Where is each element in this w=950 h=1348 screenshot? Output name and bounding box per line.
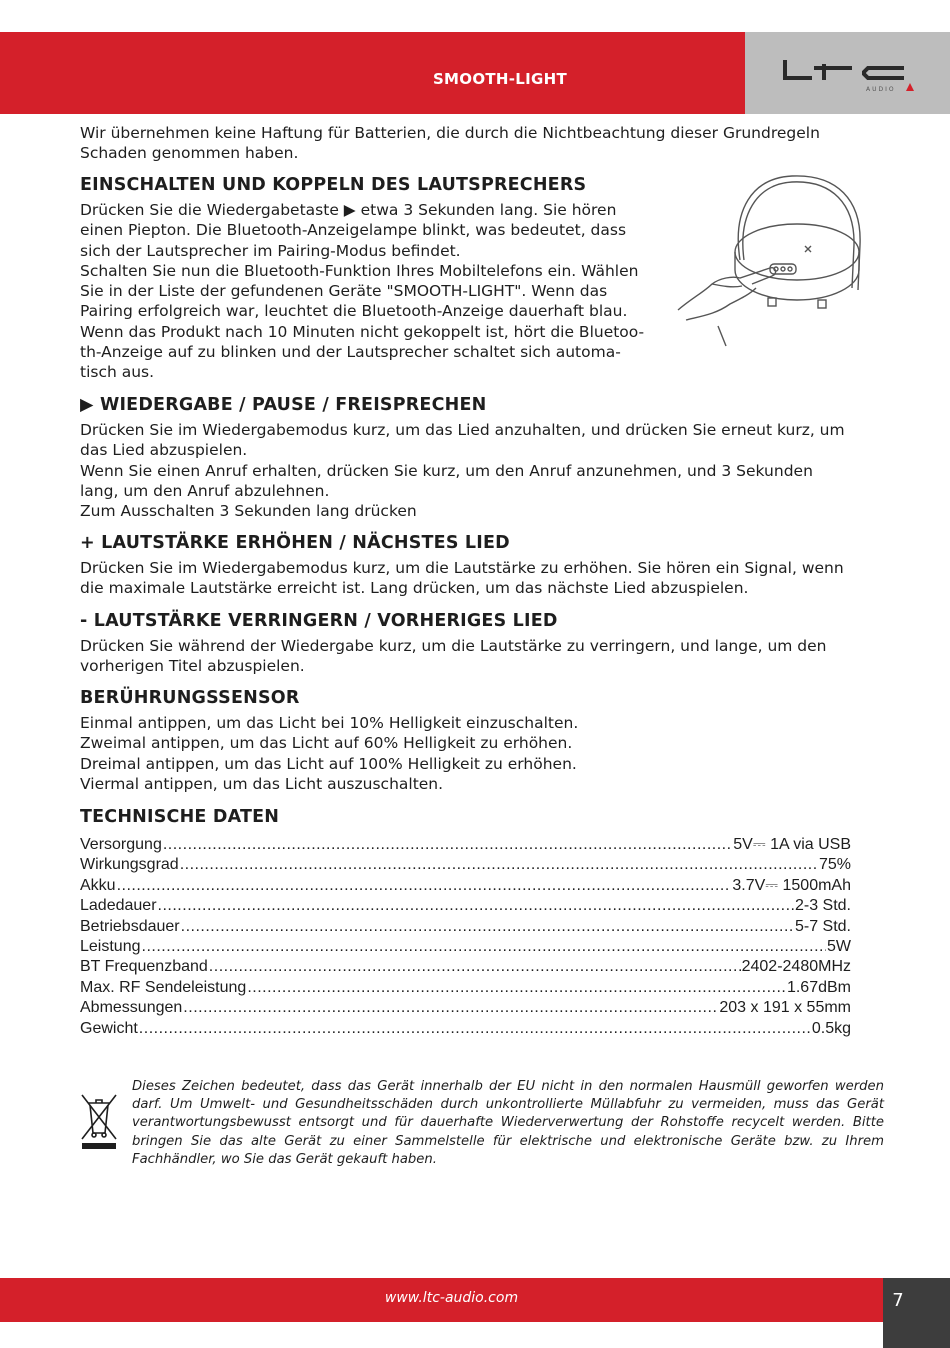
spec-value: 5V⎓ 1A via USB xyxy=(733,836,851,853)
text-line: vorherigen Titel abzuspielen. xyxy=(80,657,305,676)
spec-row xyxy=(80,1019,851,1039)
spec-value: 2-3 Std. xyxy=(794,897,851,915)
section-heading: - LAUTSTÄRKE VERRINGERN / VORHERIGES LIED xyxy=(80,611,558,631)
weee-notice: Dieses Zeichen bedeutet, dass das Gerät innerhalb der EU nicht in den normalen Hausmüll geworfen werden darf. Um Umwelt- und Gesundheitsschäden durch unkontrollierte Müllabfuhr zu vermeiden, muss das Gerät verantwortungsbewusst entsorgt und für dauerhafte Wiederverwertung der Rohstoffe recycelt werden. Bitte bringen Sie das alte Gerät zu einer Sammelstelle für elektrische und elektronische Geräte bzw. zu Ihrem Fachhändler, wo Sie das Gerät gekauft haben. xyxy=(132,1079,884,1167)
text-line: das Lied abzuspielen. xyxy=(80,441,248,460)
section-volume-up xyxy=(80,532,885,599)
text-line: tisch aus. xyxy=(80,363,155,382)
spec-row xyxy=(80,917,851,937)
text-line: Drücken Sie im Wiedergabemodus kurz, um die Lautstärke zu erhöhen. Sie hören ein Signal, wenn xyxy=(80,559,844,577)
spec-value: 2402-2480MHz xyxy=(741,958,851,976)
text-line: einen Piepton. Die Bluetooth-Anzeigelampe blinkt, was bedeutet, dass xyxy=(80,221,627,240)
spec-row xyxy=(80,876,851,896)
spec-value: 75% xyxy=(818,856,851,874)
spec-label: Wirkungsgrad xyxy=(80,856,179,874)
section-heading: ▶ WIEDERGABE / PAUSE / FREISPRECHEN xyxy=(80,395,487,415)
page-footer xyxy=(0,1278,950,1348)
intro-text: Wir übernehmen keine Haftung für Batterien, die durch die Nichtbeachtung dieser Grundregeln Schaden genommen haben. xyxy=(80,124,820,163)
text-line: Einmal antippen, um das Licht bei 10% Helligkeit einzuschalten. xyxy=(80,714,579,732)
section-heading: + LAUTSTÄRKE ERHÖHEN / NÄCHSTES LIED xyxy=(80,533,510,553)
text-line: sich der Lautsprecher im Pairing-Modus befindet. xyxy=(80,241,461,260)
text-line: Sie in der Liste der gefundenen Geräte "SMOOTH-LIGHT". Wenn das xyxy=(80,282,608,301)
spec-row xyxy=(80,855,851,875)
text-line: th-Anzeige auf zu blinken und der Lautsprecher schaltet sich automa- xyxy=(80,343,621,362)
spec-label: BT Frequenzband xyxy=(80,958,208,976)
spec-value: 203 x 191 x 55mm xyxy=(719,999,851,1017)
spec-label: Versorgung xyxy=(80,836,162,853)
logo-subtext: AUDIO xyxy=(866,86,896,93)
spec-row xyxy=(80,835,851,855)
spec-row xyxy=(80,998,851,1018)
spec-value: 5W xyxy=(827,937,851,955)
weee-bin-icon xyxy=(80,1093,118,1149)
page-number: 7 xyxy=(892,1290,904,1311)
spec-label: Abmessungen xyxy=(80,999,183,1017)
spec-label: Akku xyxy=(80,876,116,894)
ltc-logo-icon xyxy=(780,54,920,94)
spec-value: 1.67dBm xyxy=(786,978,851,996)
spec-row xyxy=(80,896,851,916)
spec-row xyxy=(80,978,851,998)
section-heading: TECHNISCHE DATEN xyxy=(80,807,280,827)
section-heading: EINSCHALTEN UND KOPPELN DES LAUTSPRECHERS xyxy=(80,175,587,195)
text-line: Wenn Sie einen Anruf erhalten, drücken Sie kurz, um den Anruf anzunehmen, und 3 Sekunden xyxy=(80,461,813,480)
text-line: Pairing erfolgreich war, leuchtet die Bluetooth-Anzeige dauerhaft blau. xyxy=(80,302,628,321)
section-heading: BERÜHRUNGSSENSOR xyxy=(80,688,300,708)
intro-paragraph xyxy=(80,123,885,164)
text-line: Wenn das Produkt nach 10 Minuten nicht gekoppelt ist, hört die Bluetoo- xyxy=(80,322,645,341)
spec-label: Max. RF Sendeleistung xyxy=(80,978,247,996)
text-line: Dreimal antippen, um das Licht auf 100% Helligkeit zu erhöhen. xyxy=(80,754,577,773)
text-line: Viermal antippen, um das Licht auszuschalten. xyxy=(80,774,444,793)
footer-dark-band xyxy=(883,1278,950,1348)
spec-label: Gewicht xyxy=(80,1019,138,1037)
spec-row xyxy=(80,957,851,977)
text-line: Drücken Sie während der Wiedergabe kurz, um die Lautstärke zu verringern, und lange, um den xyxy=(80,637,827,655)
spec-label: Leistung xyxy=(80,937,141,955)
speaker-illustration-icon xyxy=(672,170,872,350)
section-play-pause xyxy=(80,394,885,521)
text-line: Schalten Sie nun die Bluetooth-Funktion Ihres Mobiltelefons ein. Wählen xyxy=(80,261,639,280)
spec-value: 0.5kg xyxy=(811,1019,851,1037)
section-touch-sensor xyxy=(80,687,885,794)
page-header xyxy=(0,32,950,114)
text-line: Zweimal antippen, um das Licht auf 60% Helligkeit zu erhöhen. xyxy=(80,734,573,753)
text-line: Drücken Sie im Wiedergabemodus kurz, um das Lied anzuhalten, und drücken Sie erneut kurz, um xyxy=(80,421,845,439)
text-line: lang, um den Anruf abzulehnen. xyxy=(80,481,330,500)
spec-value: 3.7V⎓ 1500mAh xyxy=(732,876,851,894)
spec-label: Betriebsdauer xyxy=(80,917,180,935)
spec-table xyxy=(80,835,851,1039)
section-volume-down xyxy=(80,610,885,677)
footer-url-link[interactable]: www.ltc-audio.com xyxy=(384,1290,519,1306)
spec-label: Ladedauer xyxy=(80,897,157,915)
text-line: Zum Ausschalten 3 Sekunden lang drücken xyxy=(80,502,417,521)
section-tech-specs xyxy=(80,806,885,832)
text-line: die maximale Lautstärke erreicht ist. Lang drücken, um das nächste Lied abzuspielen. xyxy=(80,579,749,598)
text-line: Drücken Sie die Wiedergabetaste ▶ etwa 3 Sekunden lang. Sie hören xyxy=(80,201,617,219)
spec-value: 5-7 Std. xyxy=(794,917,851,935)
header-title: SMOOTH-LIGHT xyxy=(432,70,568,88)
spec-row xyxy=(80,937,851,957)
